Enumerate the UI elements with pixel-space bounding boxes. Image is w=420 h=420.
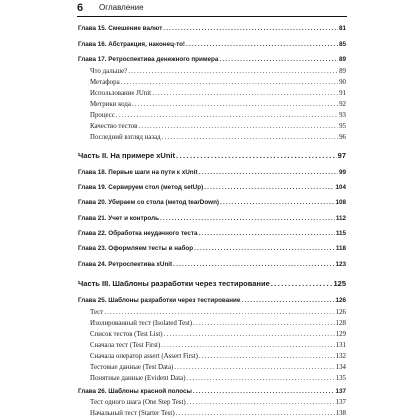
- toc-entry-chapter-15[interactable]: [78, 25, 346, 32]
- dot-leader: [132, 101, 338, 108]
- toc-entry-chapter-24[interactable]: [78, 261, 346, 268]
- dot-leader: [160, 215, 335, 222]
- entry-title: Глава 18. Первые шаги на пути к xUnit: [78, 169, 198, 176]
- toc-entry-section[interactable]: [90, 375, 346, 382]
- entry-title: Глава 19. Сервируем стол (метод setUp): [78, 184, 204, 191]
- dot-leader: [104, 309, 334, 316]
- entry-title: Метрики кода: [90, 101, 131, 108]
- toc-entry-section[interactable]: [90, 101, 346, 108]
- entry-page: 90: [339, 79, 346, 86]
- dot-leader: [163, 25, 338, 32]
- entry-title: Глава 24. Ретроспектива xUnit: [78, 261, 173, 268]
- entry-page: 137: [335, 388, 346, 395]
- dot-leader: [176, 410, 335, 417]
- toc-entry-section[interactable]: [90, 364, 346, 371]
- toc-entry-chapter-21[interactable]: [78, 215, 346, 222]
- entry-page: 91: [339, 90, 346, 97]
- entry-title: Глава 20. Убираем со стола (метод tearDown): [78, 199, 220, 206]
- entry-page: 123: [335, 261, 346, 268]
- entry-title: Качество тестов: [90, 123, 138, 130]
- dot-leader: [241, 297, 334, 304]
- entry-title: Глава 16. Абстракция, наконец-то!: [78, 41, 186, 48]
- toc-entry-part-3[interactable]: [78, 279, 346, 288]
- toc-entry-chapter-20[interactable]: [78, 199, 346, 206]
- entry-title: Глава 26. Шаблоны красной полосы: [78, 388, 192, 395]
- entry-title: Глава 22. Обработка неудачного теста: [78, 230, 198, 237]
- toc-entry-section[interactable]: [90, 123, 346, 130]
- entry-page: 125: [333, 279, 346, 288]
- dot-leader: [186, 41, 338, 48]
- entry-page: 99: [338, 169, 346, 176]
- entry-title: Тест: [90, 309, 104, 316]
- entry-page: 115: [335, 230, 346, 237]
- entry-title: Сначала тест (Test First): [90, 342, 161, 349]
- toc-entry-section[interactable]: [90, 342, 346, 349]
- dot-leader: [176, 151, 337, 160]
- dot-leader: [128, 68, 338, 75]
- entry-title: Глава 23. Оформляем тесты в набор: [78, 245, 194, 252]
- dot-leader: [152, 90, 338, 97]
- toc-entry-chapter-23[interactable]: [78, 245, 346, 252]
- entry-page: 92: [339, 101, 346, 108]
- dot-leader: [116, 112, 338, 119]
- entry-title: Тест одного шага (One Step Test): [90, 399, 186, 406]
- entry-page: 96: [339, 134, 346, 141]
- toc-entry-section[interactable]: [90, 309, 346, 316]
- toc-entry-chapter-16[interactable]: [78, 41, 346, 48]
- dot-leader: [194, 245, 335, 252]
- toc-entry-section[interactable]: [90, 320, 346, 327]
- dot-leader: [219, 56, 338, 63]
- entry-page: 128: [335, 320, 346, 327]
- entry-title: Процесс: [90, 112, 115, 119]
- toc-entry-chapter-22[interactable]: [78, 230, 346, 237]
- dot-leader: [204, 184, 334, 191]
- entry-title: Глава 17. Ретроспектива денежного примера: [78, 56, 219, 63]
- entry-title: Сначала оператор assert (Assert First): [90, 353, 198, 360]
- entry-page: 95: [339, 123, 346, 130]
- page-number: 6: [77, 2, 84, 14]
- entry-page: 89: [338, 56, 346, 63]
- entry-page: 138: [335, 410, 346, 417]
- entry-page: 126: [335, 297, 346, 304]
- toc-entry-chapter-25[interactable]: [78, 297, 346, 304]
- entry-title: Глава 15. Смешение валют: [78, 25, 163, 32]
- entry-page: 137: [335, 399, 346, 406]
- entry-title: Глава 25. Шаблоны разработки через тестирование: [78, 297, 241, 304]
- dot-leader: [193, 388, 335, 395]
- dot-leader: [198, 169, 338, 176]
- entry-page: 131: [335, 342, 346, 349]
- entry-title: Часть II. На примере xUnit: [78, 151, 176, 160]
- entry-title: Понятные данные (Evident Data): [90, 375, 186, 382]
- toc-entry-part-2[interactable]: [78, 151, 346, 160]
- entry-page: 93: [339, 112, 346, 119]
- entry-page: 97: [337, 151, 346, 160]
- dot-leader: [199, 353, 335, 360]
- entry-page: 112: [335, 215, 346, 222]
- dot-leader: [187, 399, 335, 406]
- dot-leader: [174, 364, 334, 371]
- dot-leader: [173, 261, 334, 268]
- header-rule: [77, 16, 347, 17]
- toc-entry-chapter-26[interactable]: [78, 388, 346, 395]
- entry-title: Тестовые данные (Test Data): [90, 364, 174, 371]
- dot-leader: [187, 375, 335, 382]
- entry-title: Метафора: [90, 79, 120, 86]
- entry-page: 135: [335, 375, 346, 382]
- entry-page: 118: [335, 245, 346, 252]
- dot-leader: [138, 123, 338, 130]
- toc-entry-section[interactable]: [90, 79, 346, 86]
- entry-title: Что дальше?: [90, 68, 128, 75]
- entry-page: 126: [335, 309, 346, 316]
- dot-leader: [121, 79, 338, 86]
- running-header: [77, 2, 347, 16]
- dot-leader: [162, 134, 338, 141]
- toc-entry-chapter-18[interactable]: [78, 169, 346, 176]
- dot-leader: [161, 342, 334, 349]
- entry-title: Последний взгляд назад: [90, 134, 161, 141]
- dot-leader: [220, 199, 334, 206]
- toc-entry-section[interactable]: [90, 410, 346, 417]
- entry-title: Список тестов (Test List): [90, 331, 163, 338]
- entry-page: 132: [335, 353, 346, 360]
- toc-entry-section[interactable]: [90, 134, 346, 141]
- dot-leader: [193, 320, 335, 327]
- running-title: Оглавление: [99, 3, 144, 12]
- toc-entry-section[interactable]: [90, 331, 346, 338]
- entry-title: Изолированный тест (Isolated Test): [90, 320, 193, 327]
- dot-leader: [271, 279, 333, 288]
- toc-entry-chapter-19[interactable]: [78, 184, 346, 191]
- dot-leader: [198, 230, 334, 237]
- entry-page: 129: [335, 331, 346, 338]
- entry-title: Начальный тест (Starter Test): [90, 410, 175, 417]
- entry-page: 81: [338, 25, 346, 32]
- entry-title: Часть III. Шаблоны разработки через тестирование: [78, 279, 270, 288]
- toc-entry-chapter-17[interactable]: [78, 56, 346, 63]
- dot-leader: [164, 331, 335, 338]
- toc-entry-section[interactable]: [90, 399, 346, 406]
- entry-page: 89: [339, 68, 346, 75]
- entry-page: 134: [335, 364, 346, 371]
- entry-page: 104: [335, 184, 346, 191]
- toc-entry-section[interactable]: [90, 112, 346, 119]
- toc-entry-section[interactable]: [90, 68, 346, 75]
- entry-title: Использование JUnit: [90, 90, 152, 97]
- toc-entry-section[interactable]: [90, 90, 346, 97]
- entry-title: Глава 21. Учет и контроль: [78, 215, 159, 222]
- entry-page: 85: [338, 41, 346, 48]
- toc-entry-section[interactable]: [90, 353, 346, 360]
- entry-page: 108: [335, 199, 346, 206]
